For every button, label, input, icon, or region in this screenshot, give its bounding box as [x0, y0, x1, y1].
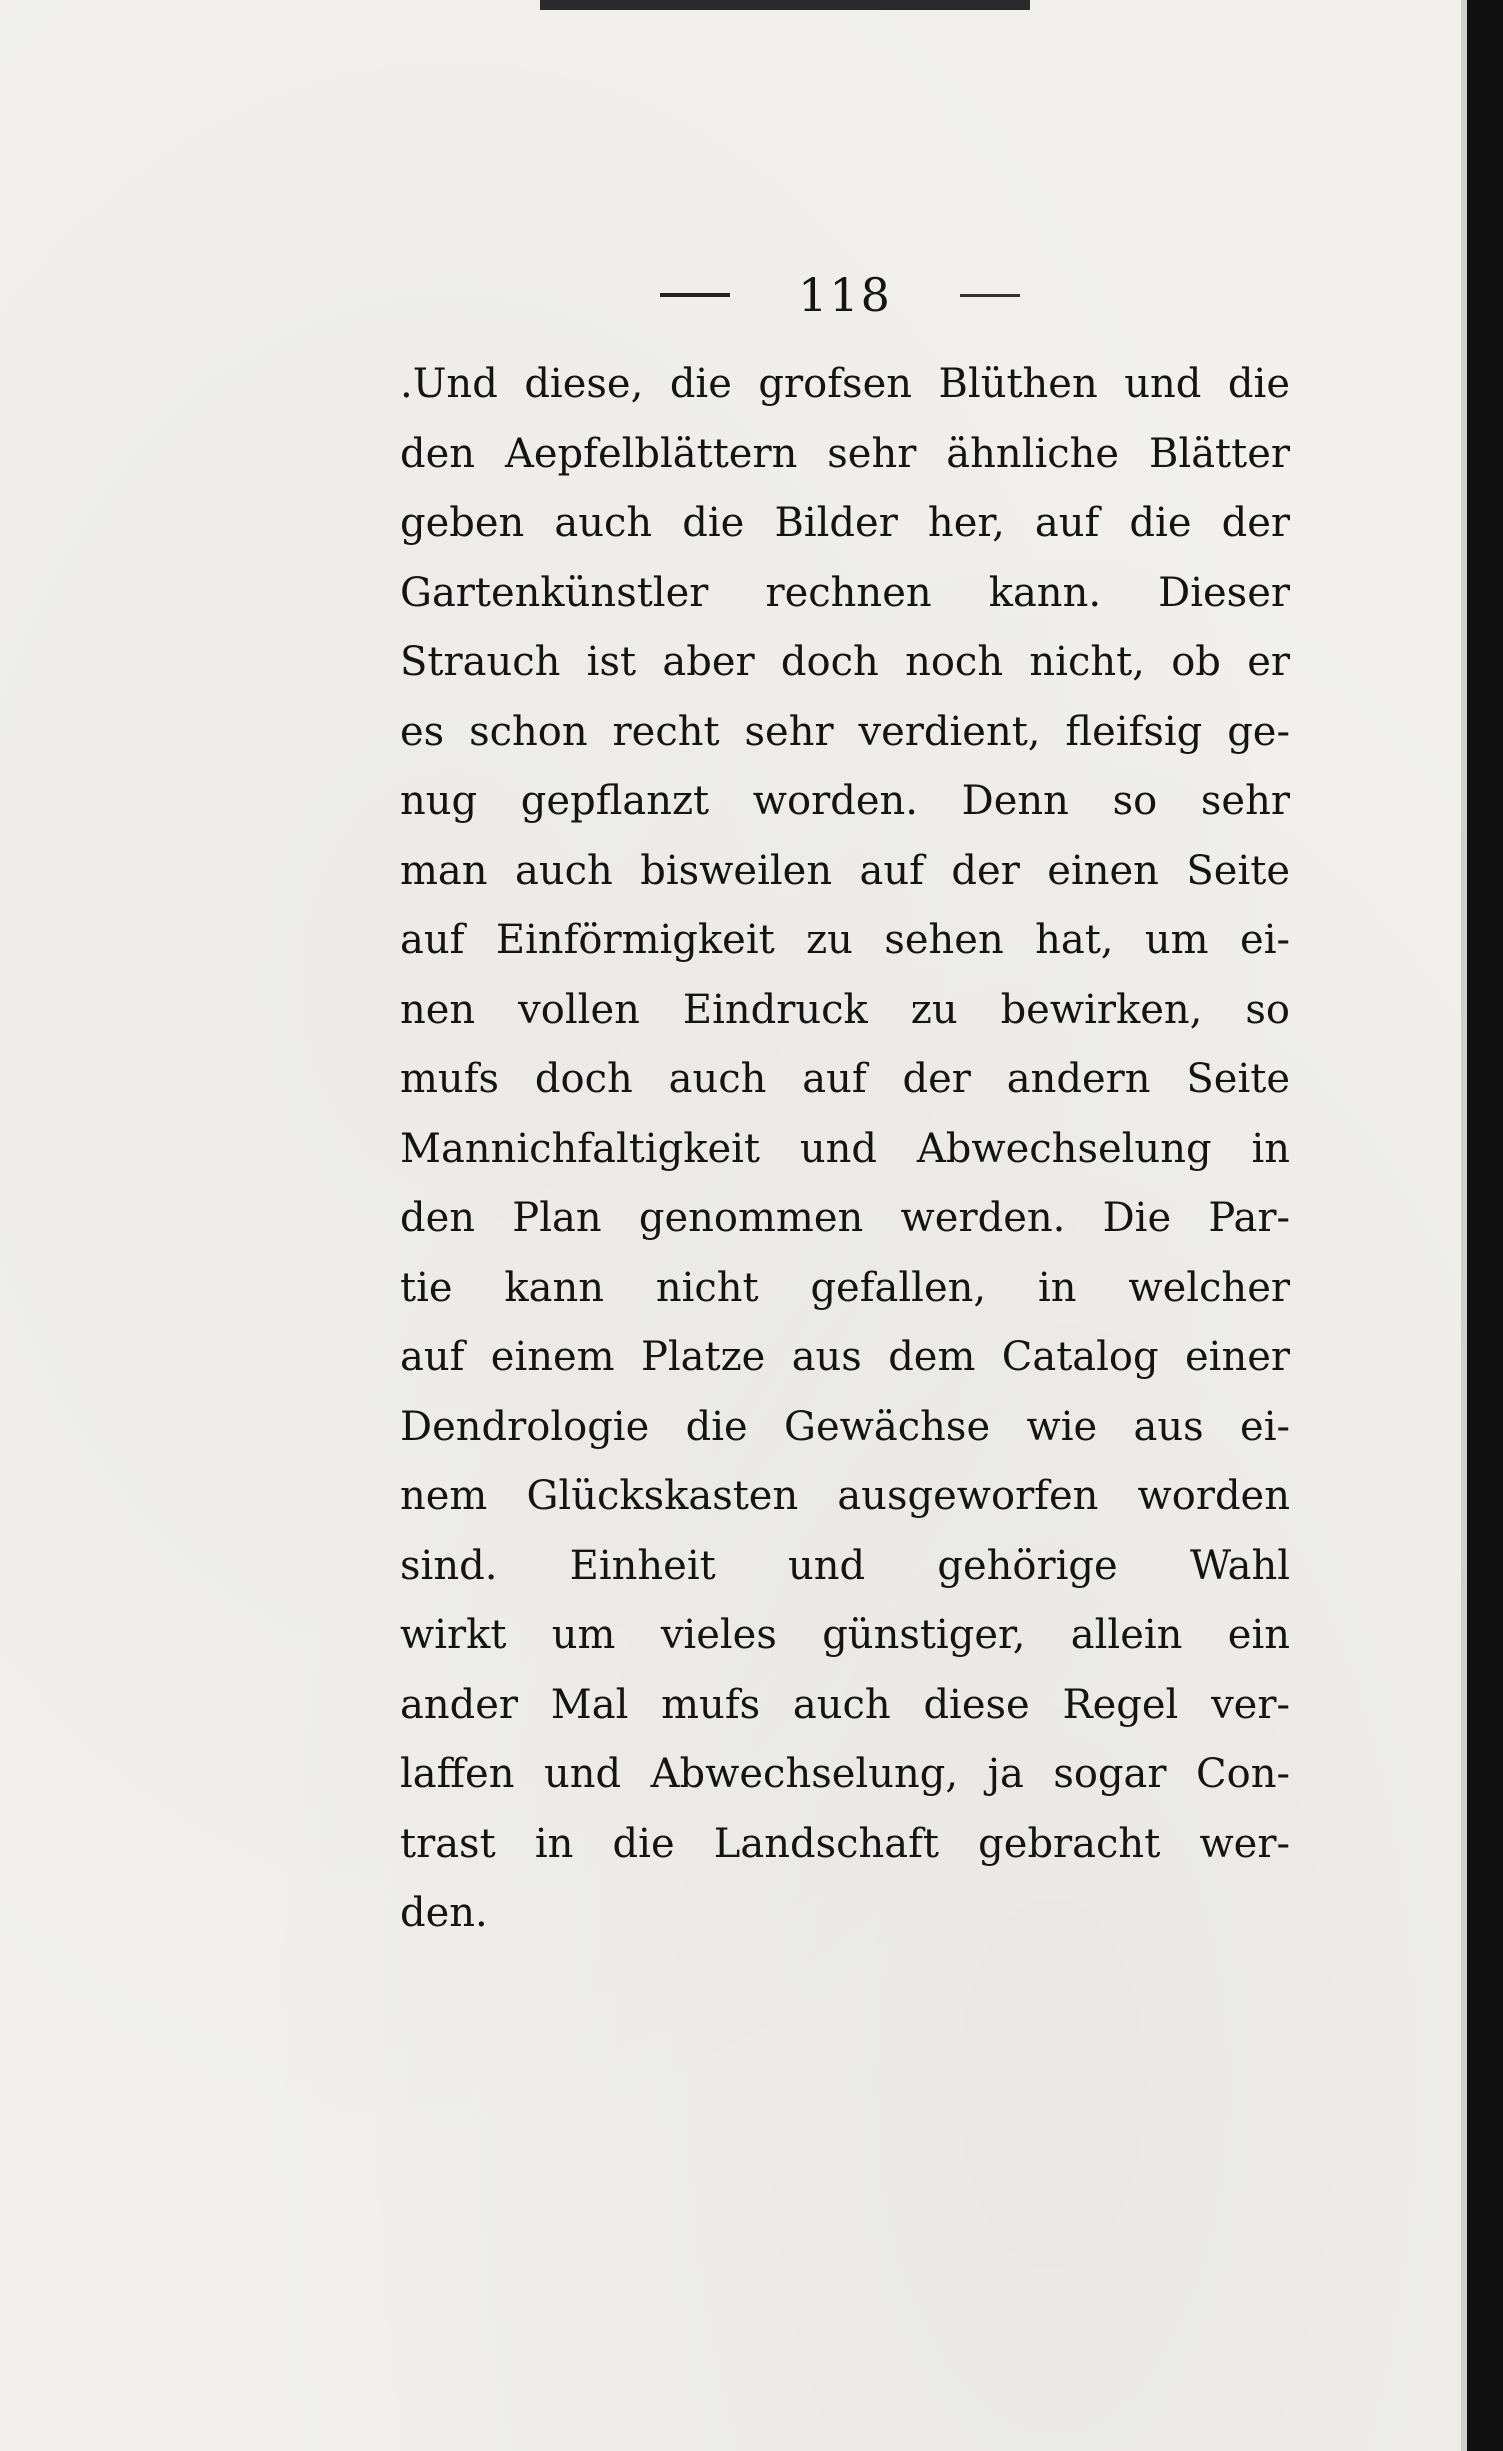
- text-line: Gartenkünstler rechnen kann. Dieser: [400, 569, 1290, 616]
- text-line: den.: [400, 1890, 488, 1936]
- text-line: mufs doch auch auf der andern Seite: [400, 1056, 1290, 1102]
- text-line: geben auch die Bilder her, auf die der: [400, 500, 1290, 546]
- text-line: Dendrologie die Gewächse wie aus ei-: [400, 1403, 1290, 1450]
- text-line: nen vollen Eindruck zu bewirken, so: [400, 986, 1290, 1033]
- text-line: es schon recht sehr verdient, fleifsig ge-: [400, 708, 1290, 755]
- text-line: man auch bisweilen auf der einen Seite: [400, 847, 1290, 894]
- page-header: [660, 260, 1020, 330]
- text-line: den Aepfelblättern sehr ähnliche Blätter: [400, 430, 1290, 477]
- body-text: [400, 350, 1290, 1949]
- scan-top-edge: [540, 0, 1030, 10]
- text-line: trast in die Landschaft gebracht wer-: [400, 1820, 1290, 1867]
- text-line: nug gepflanzt worden. Denn so sehr: [400, 778, 1290, 824]
- text-line: auf Einförmigkeit zu sehen hat, um ei-: [400, 917, 1290, 963]
- text-line: den Plan genommen werden. Die Par-: [400, 1195, 1290, 1241]
- text-line: tie kann nicht gefallen, in welcher: [400, 1264, 1290, 1311]
- text-line: auf einem Platze aus dem Catalog einer: [400, 1334, 1290, 1380]
- text-line: Mannichfaltigkeit und Abwechselung in: [400, 1125, 1290, 1172]
- text-line: ander Mal mufs auch diese Regel ver-: [400, 1681, 1290, 1728]
- page-number: 118: [798, 268, 892, 322]
- header-dash-right: [960, 294, 1020, 297]
- text-line: .Und diese, die grofsen Blüthen und die: [400, 361, 1290, 407]
- text-line: sind. Einheit und gehörige Wahl: [400, 1542, 1290, 1589]
- text-line: laffen und Abwechselung, ja sogar Con-: [400, 1751, 1290, 1797]
- text-line: Strauch ist aber doch noch nicht, ob er: [400, 639, 1290, 685]
- text-line: wirkt um vieles günstiger, allein ein: [400, 1612, 1290, 1658]
- text-line: nem Glückskasten ausgeworfen worden: [400, 1473, 1290, 1519]
- scan-right-border: [1467, 0, 1503, 2451]
- header-dash-left: [660, 293, 730, 297]
